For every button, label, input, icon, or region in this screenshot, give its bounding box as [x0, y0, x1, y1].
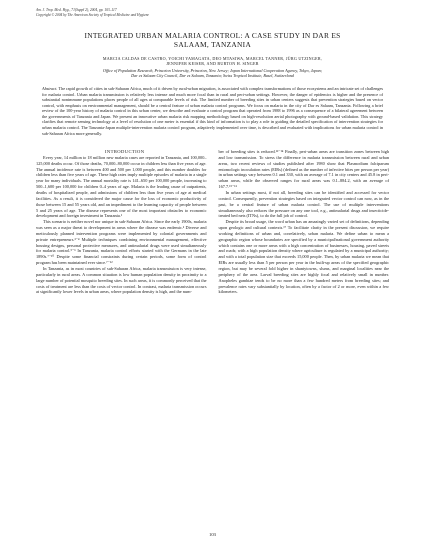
body-paragraph: Despite its broad usage, the word urban has an amazingly varied set of definitions, depending upon geologic and cultural contexts.¹⁷ To facilitate clarity in the present discussion, we require working definitions of urban and, correlatively, urban malaria. We define urban to mean a geographic region whose boundaries are specified by a municipal/national government authority which contains one or more areas with a high concentration of businesses, housing, paved streets and roads; with a high population density where agriculture is regulated by a municipal authority; and with a total population size that exceeds 15,000 people. Then, by urban malaria we mean that EIRs are usually less than 5 per person per year in the built-up areas of the specified geographic region, but may be several fold higher in shantytowns, slums, and marginal localities near the periphery of the area. Larval breeding sites are highly focal and relatively small in number. Anopheles gambiae tends to be no more than a few hundred meters from breeding sites; and prevalence rates vary substantially by location, often by a factor of 2 or more, even within a few kilometers.: [218, 219, 389, 295]
citation-line: Am. J. Trop. Med. Hyg., 71(Suppl 2), 2004, pp. 103–117: [36, 8, 117, 12]
body-paragraph: ber of breeding sites is reduced.¹³⁻¹⁴ Finally, peri-urban areas are transition zones between high and low transmission. To stress the difference in malaria transmission between rural and urban areas, two recent reviews of studies published after 1980 show that Plasmodium falciparum entomologic inoculation rates (EIRs) (defined as the number of infective bites per person per year) in urban settings vary between 0.1 and 330, with an average of 7.1 in city centers and 45.8 in peri-urban areas, while the observed ranges for rural areas was 0.1–884.2, with an average of 167.7.¹⁵⁻¹⁶: [218, 149, 389, 190]
abstract-label: Abstract.: [42, 86, 58, 92]
section-heading-introduction: INTRODUCTION: [104, 149, 145, 155]
affiliations: [36, 68, 389, 78]
authors-line-2: JENNIFER KEISER, AND BURTON H. SINGER: [166, 60, 259, 66]
body-paragraph: In urban settings most, if not all, breeding sites can be identified and accessed for vector control. Consequently, prevention strategies based on integrated vector control can now, as in the past, be a central feature of urban malaria control. The use of multiple interventions simultaneously also reduces the pressure on any one tool, e.g., antimalarial drugs and insecticide-treated bed nets (ITNs), to do the full job of control.: [218, 190, 389, 219]
authors-line-1: MARCIA CALDAS DE CASTRO, YOICHI YAMAGATA, DEO MTASIWA, MARCEL TANNER, JÜRG UTZINGER,: [102, 55, 323, 61]
abstract: [42, 86, 383, 136]
body-paragraph: This scenario is neither novel nor unique in sub-Saharan Africa. Since the early 1900s, malaria was seen as a major threat to development in areas where the disease was endemic.² Diverse and meticulously planned intervention programs were implemented by colonial governments and private entrepreneurs.³⁻⁴ Multiple techniques combining environmental management, effective housing designs, personal protective measures, and antimalarial drugs were used simultaneously for malaria control.⁵⁻⁶ In Tanzania, malaria control efforts started with the Germans in the late 1890s.⁷⁻¹⁰ Despite some financial constraints during certain periods, some form of control program has been maintained ever since.⁷⁻¹²: [36, 219, 207, 266]
body-paragraph: Every year, 14 million to 18 million new malaria cases are reported in Tanzania, and 100,000–125,000 deaths occur. Of those deaths, 70,000–80,000 occur in children less than five years of age. The annual incidence rate is between 400 and 500 per 1,000 people, and this number doubles for children less than five years of age. These high rates imply multiple episodes of malaria in a single year for many individuals. The annual mortality rate is 141–650 per 100,000 people, increasing to 500–1,600 per 100,000 for children 0–4 years of age. Malaria is the leading cause of outpatients, deaths of hospitalized people, and admissions of children less than five years of age at medical facilities. As a result, it is considered the major cause for the loss of economic productivity of those between 15 and 55 years old, and an impediment to the learning capacity of people between 5 and 25 years of age. The disease represents one of the most important obstacles to economic development and foreign investment in Tanzania.¹: [36, 154, 207, 219]
article-title: [36, 31, 389, 49]
affiliation-line-1: Office of Population Research, Princeton University, Princeton, New Jersey; Japan International Cooperation Agency, Tokyo, Japan;: [102, 68, 323, 73]
body-columns: [36, 149, 389, 295]
title-line-2: SALAAM, TANZANIA: [173, 40, 252, 50]
right-column: [219, 149, 390, 295]
copyright-line: Copyright © 2004 by The American Society of Tropical Medicine and Hygiene: [36, 12, 150, 17]
title-line-1: INTEGRATED URBAN MALARIA CONTROL: A CASE STUDY IN DAR ES: [84, 31, 341, 41]
page-number: 103: [209, 532, 216, 537]
abstract-text: The rapid growth of cities in sub-Saharan Africa, much of it driven by rural-urban migration, is associated with complex transformations of those ecosystems and an intricate set of challenges for malaria control. Urban malaria transmission is relatively less intense and much more focal than in rural and peri-urban settings. However, the danger of epidemics is higher and the presence of substantial nonimmune populations places people of all ages at comparable levels of risk. The limited number of breeding sites in urban centers suggests that prevention strategies based on vector control, with emphasis on environmental management, should be a central feature of urban malaria control programs. We focus on malaria in the city of Dar es Salaam, Tanzania. Following a brief review of the 100-year history of malaria control in this urban center, we describe and evaluate a control program that operated from 1988 to 1996 as a consequence of a bilateral agreement between the governments of Tanzania and Japan. We present an innovative urban malaria risk mapping methodology based on high-resolution aerial photography with ground-based validation. This strategy clarifies that remote sensing technology at a level of resolution of one meter is essential if this kind of information is to play a role in guiding the detailed specification of intervention strategies for urban malaria control. The Tanzania-Japan multiple-intervention malaria control program, adaptively implemented over time, is described and evaluated with implications for urban malaria control in sub-Saharan Africa more generally.: [42, 86, 383, 136]
author-list: [36, 56, 389, 66]
body-paragraph: In Tanzania, as in most countries of sub-Saharan Africa, malaria transmission is very intense, particularly in rural areas. A common situation is low human population density in proximity to a large number of potential mosquito breeding sites. In such areas, it is commonly perceived that the costs of treatment are less than the costs of vector control. In contrast, malaria transmission occurs at significantly lower levels in urban areas, where population density is high, and the num-: [36, 265, 207, 295]
left-column: [36, 149, 207, 295]
affiliation-line-2: Dar es Salaam City Council, Dar es Salaam, Tanzania; Swiss Tropical Institute, Basel, Switzerland: [131, 73, 294, 79]
journal-header: [36, 8, 389, 17]
